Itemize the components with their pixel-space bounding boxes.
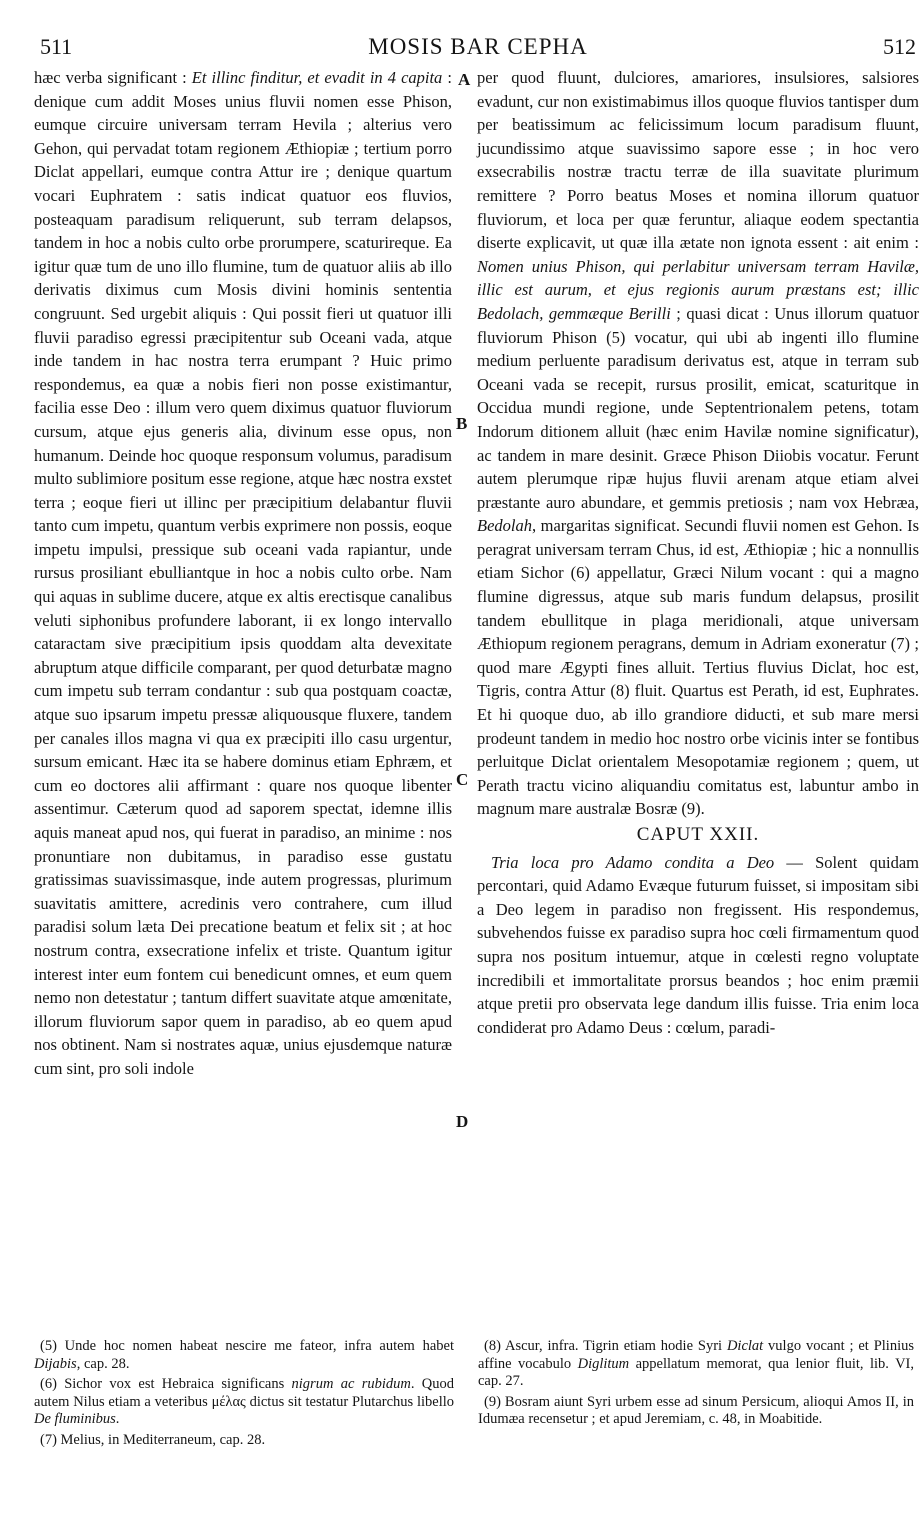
right-body-c: , margaritas significat. Secundi fluvii nomen est Gehon. Is peragrat universam terram Chus, id est, Æthiopiæ ; hic a nonnullis etiam Sichor (6) appellatur, Græci Nilum vocant : qui a magno flumine digressus, atque sub maris fundum delapsus, prosilit tandem ebullitque in plaga meridionali, atque universam Æthiopum regionem peragrans, demum in Adriam exoneratur (7) ; quod mare Ægypti fines alluit. Tertius fluvius Diclat, hoc est, Tigris, contra Attur (8) fluit. Quartus est Perath, id est, Euphrates. Et hi quoque duo, ab illo grandiore diducti, et sub mare mersi prodeunt tandem in medio hoc nostro orbe vicinis inter se fontibus perluitque Diclat orientalem Mesopotamiæ regionem ; quem, ut Perath tractu vicino aliquandiu comitatus est, labuntur ambo in magnum mare australæ Bosræ (9).: [477, 516, 919, 819]
right-quote: Nomen unius Phison, qui perlabitur universam terram Havilæ, illic est aurum, et ejus regionis aurum præstans est; illic Bedolach, gemmæque Berilli: [477, 256, 919, 323]
margin-letter-b: B: [456, 414, 468, 433]
footnote-5-italic: Dijabis: [34, 1355, 77, 1372]
margin-letter-a: A: [458, 70, 471, 89]
footnotes-left: [34, 1338, 454, 1452]
left-quote: Et illinc finditur, et evadit in 4 capita: [191, 68, 443, 87]
left-intro: hæc verba significant :: [34, 68, 192, 87]
footnote-7: (7) Melius, in Mediterraneum, cap. 28.: [40, 1431, 266, 1448]
margin-letter-d: D: [456, 1112, 469, 1131]
right-italic-word: Bedolah: [477, 516, 532, 536]
footnote-8-mid: vulgo vocant ; et Plinius affine vocabulo: [478, 1338, 915, 1372]
footnote-8-tail: appellatum memorat, qua lenior fluit, lib. VI, cap. 27.: [478, 1355, 914, 1389]
footnote-5-tail: , cap. 28.: [76, 1355, 130, 1372]
chapter-heading: CAPUT XXII.: [636, 824, 760, 845]
chapter-body: — Solent quidam percontari, quid Adamo Evæque futurum fuisset, si impositam sibi a Deo legem in paradiso non fregissent. His respondemus, subvehendos fuisse ex paradiso supra hoc cœli firmamentum quod supra nos positum intuemur, atque in cœlesti regno voluptate incredibili et immortalitate prorsus beandos ; hoc enim præmii atque pretii pro observata lege dandum illis fuisse. Tria enim loca condiderat pro Adamo Deus : cœlum, paradi-: [477, 852, 919, 1037]
right-paragraph-1: [477, 66, 919, 821]
left-body: : denique cum addit Moses unius fluvii nomen esse Phison, eumque circuire universam terram Hevila ; alterius vero Gehon, qui pervadat totam regionem Æthiopiæ ; tertium porro Diclat appellari, eumque contra Attur ire ; denique quartum vocari Euphratem : satis indicat quatuor eos fluvios, posteaquam paradisum reliquerunt, sub terram delapsos, tandem in hoc a nobis culto orbe prorumpere, scaturireque. Ea igitur quæ tum de uno illo flumine, tum de quatuor aliis ab illo derivatis diximus cum Mosis divini hominis sententia congruunt. Sed urgebit aliquis : Qui possit fieri ut quatuor illi fluvii paradiso egressi præcipitentur sub Oceani vada, atque inde tandem in hac nostra terra erumpant ? Huic primo respondemus, ea quæ a nobis fieri non posse existimantur, facilia esse Deo : illum vero quem diximus quatuor fluviorum cursum, atque ejus generis alia, divinum esse opus, non humanum. Deinde hoc quoque responsum volumus, paradisum multo sublimiore positum esse regione, atque hæc nostra exstet terra ; eoque fieri ut illinc per præcipitium delabantur fluvii tanto cum impetu, quantum verbis exprimere non possis, eoque impetu impulsi, pressique sub oceani vada rapiantur, unde rursus prosiliant ebulliantque in hoc a nobis culto orbe. Nam qui aquas in sublime ducere, atque ex altis erectisque canalibus veluti siphonibus profundere laborant, ii ex longo intervallo cataractam sive præcipitium ipsis quoddam alta devexitate abruptum atque difficile comparant, per quod deturbatæ magno cum impetu sub terram condantur : sub qua postquam coactæ, atque suo ipsarum impetu pressæ aliquousque fluxere, tandem per canales illos magna vi qua ex præcipiti illo casu urgentur, sursum emicant. Hæc ita se habere dominus etiam Ephræm, et cum eo doctores alii affirmant : quare nos quoque libenter assentimur. Cæterum quod ad saporem spectat, idemne illis aquis maneat apud nos, qui fuerat in paradiso, an minime : nos pronuntiare non dubitamus, in paradiso esse gustatu gratissimas suavissimasque, inde autem progressas, plurimum suavitatis amittere, acredinis vero contrahere, cum illud paradisi solum læta Dei precatione beatum et felix sit ; at hoc nostrum contra, exsecratione infelix et triste. Quantum igitur interest inter eum fontem cui benedicunt omnes, et eum quem nemo non detestatur ; tantum differt suavitate atque amœnitate, illorum fluviorum sapor quem in paradiso, ab eo quem apud nos obtinent. Nam si nostrates aquæ, unius ejusdemque naturæ cum sint, pro soli indole: [34, 68, 452, 1078]
footnote-6-tail: .: [115, 1411, 120, 1427]
footnote-8: [478, 1338, 914, 1391]
margin-letter-c: C: [456, 770, 469, 789]
footnote-9: (9) Bosram aiunt Syri urbem esse ad sinum Persicum, alioqui Amos II, in Idumæa recensetur ; et apud Jeremiam, c. 48, in Moabitide.: [478, 1393, 914, 1427]
footnote-8-italic-2: Diglitum: [577, 1355, 630, 1372]
footnote-6-mid: . Quod autem Nilus etiam a veteribus μέλας dictus sit testatur Plutarchus libello: [34, 1376, 454, 1410]
running-title: MOSIS BAR CEPHA: [368, 34, 588, 59]
chapter-summary: Tria loca pro Adamo condita a Deo: [491, 852, 775, 872]
page-header: [40, 34, 916, 60]
footnote-6-italic: nigrum ac rubidum: [291, 1376, 411, 1392]
right-body-b: ; quasi dicat : Unus illorum quatuor fluviorum Phison (5) vocatur, qui ubi ab ingenti illo flumine medium perluente paradisum derivatus est, atque in terram sub Oceani vada se recepit, rursus prosilit, emicat, scaturitque in Occidua mundi regione, unde Septentrionalem petens, totam Indorum ditionem alluit (hæc enim Havilæ nomine significatur), ac tandem in mare desinit. Græce Phison Diiobis vocatur. Ferunt autem plerumque ripæ hujus fluvii arenam atque etiam alvei præstante auro abundare, et gemmis pretiosis ; nam vox Hebræa,: [477, 303, 919, 512]
right-body-a: per quod fluunt, dulciores, amariores, insulsiores, salsiores evadunt, cur non existimabimus illos quoque fluvios tantisper dum per beatissimum ac felicissimum locum paradisum fluunt, jucundissimo atque suavissimo sapore esse ; in hoc vero exsecrabilis nostræ tractu terræ de illa suavitate plurimum remittere ? Porro beatus Moses et nomina illorum quatuor fluviorum, et loca per quæ feruntur, aliaque eodem spectantia diserte explicavit, ut quæ illa ætate non ignota essent : ait enim :: [477, 68, 919, 253]
left-paragraph: [34, 66, 452, 1081]
footnote-5-text: (5) Unde hoc nomen habeat nescire me fateor, infra autem habet: [40, 1338, 454, 1354]
page-number-right: 512: [883, 34, 916, 59]
left-column: [34, 66, 452, 1081]
footnote-5: [34, 1338, 454, 1373]
footnote-8-italic: Diclat: [726, 1338, 764, 1354]
page-number-left: 511: [40, 34, 73, 59]
footnote-6-italic-2: De fluminibus: [34, 1411, 116, 1427]
footnote-6-text: (6) Sichor vox est Hebraica significans: [40, 1376, 292, 1392]
footnotes-right: [478, 1338, 914, 1432]
right-column: [477, 66, 919, 1039]
footnote-8-text: (8) Ascur, infra. Tigrin etiam hodie Syri: [484, 1338, 727, 1354]
footnote-6: [34, 1376, 454, 1429]
right-paragraph-2: [477, 851, 919, 1040]
